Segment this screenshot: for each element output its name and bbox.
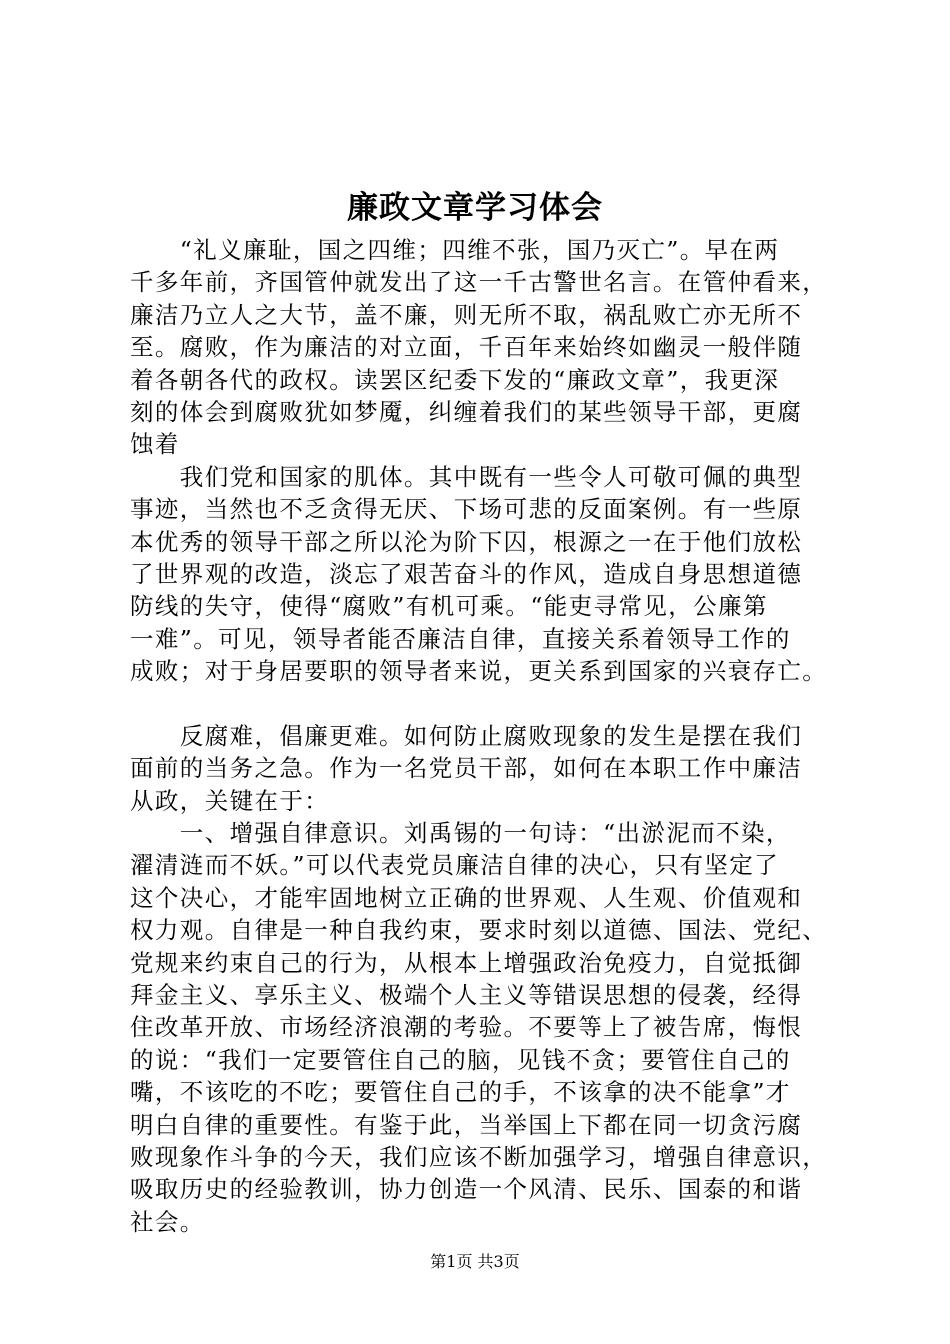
text-line: 党规来约束自己的行为，从根本上增强政治免疫力，自觉抵御 xyxy=(130,948,803,977)
text-line: 千多年前，齐国管仲就发出了这一千古警世名言。在管仲看来， xyxy=(130,268,828,297)
text-line: 至。腐败，作为廉洁的对立面，千百年来始终如幽灵一般伴随 xyxy=(130,333,803,362)
text-line: 嘴，不该吃的不吃；要管住自己的手，不该拿的决不能拿”才 xyxy=(130,1078,791,1107)
text-line: 明白自律的重要性。有鉴于此，当举国上下都在同一切贪污腐 xyxy=(130,1110,803,1139)
document-body xyxy=(130,234,830,1238)
text-line: 一、增强自律意识。刘禹锡的一句诗：“出淤泥而不染， xyxy=(130,819,791,848)
document-title: 廉政文章学习体会 xyxy=(347,190,603,226)
text-line: 着各朝各代的政权。读罢区纪委下发的“廉政文章”，我更深 xyxy=(130,365,780,394)
text-line: 濯清涟而不妖。”可以代表党员廉洁自律的决心，只有坚定了 xyxy=(130,851,780,880)
text-line: 成败；对于身居要职的领导者来说，更关系到国家的兴衰存亡。 xyxy=(130,657,828,686)
page-footer: 第1页 共3页 xyxy=(430,1252,520,1271)
text-line: 的说：“我们一定要管住自己的脑，见钱不贪；要管住自己的 xyxy=(130,1045,791,1074)
text-line: 了世界观的改造，淡忘了艰苦奋斗的作风，造成自身思想道德 xyxy=(130,559,803,588)
text-line: 我们党和国家的肌体。其中既有一些令人可敬可佩的典型 xyxy=(130,462,803,491)
text-line: 一难”。可见，领导者能否廉洁自律，直接关系着领导工作的 xyxy=(130,624,791,653)
text-line: 拜金主义、享乐主义、极端个人主义等错误思想的侵袭，经得 xyxy=(130,980,803,1009)
text-line: 蚀着 xyxy=(130,430,180,459)
text-line: 刻的体会到腐败犹如梦魇，纠缠着我们的某些领导干部，更腐 xyxy=(130,397,803,426)
text-line: 败现象作斗争的今天，我们应该不断加强学习，增强自律意识， xyxy=(130,1142,828,1171)
text-line: 社会。 xyxy=(130,1207,205,1236)
text-line: 防线的失守，使得“腐败”有机可乘。“能吏寻常见，公廉第 xyxy=(130,592,768,621)
text-line: 本优秀的领导干部之所以沦为阶下囚，根源之一在于他们放松 xyxy=(130,527,803,556)
text-line: 从政，关键在于： xyxy=(130,786,330,815)
text-line: 反腐难，倡廉更难。如何防止腐败现象的发生是摆在我们 xyxy=(130,721,803,750)
text-line: 吸取历史的经验教训，协力创造一个风清、民乐、国泰的和谐 xyxy=(130,1175,803,1204)
text-line: 权力观。自律是一种自我约束，要求时刻以道德、国法、党纪、 xyxy=(130,916,828,945)
text-line: 这个决心，才能牢固地树立正确的世界观、人生观、价值观和 xyxy=(130,883,803,912)
text-line: 事迹，当然也不乏贪得无厌、下场可悲的反面案例。有一些原 xyxy=(130,495,803,524)
text-line: 廉洁乃立人之大节，盖不廉，则无所不取，祸乱败亡亦无所不 xyxy=(130,300,803,329)
text-line: “礼义廉耻，国之四维；四维不张，国乃灭亡”。早在两 xyxy=(130,236,780,264)
paragraph-gap xyxy=(130,687,830,719)
text-line: 住改革开放、市场经济浪潮的考验。不要等上了被告席，悔恨 xyxy=(130,1013,803,1042)
text-line: 面前的当务之急。作为一名党员干部，如何在本职工作中廉洁 xyxy=(130,754,803,783)
